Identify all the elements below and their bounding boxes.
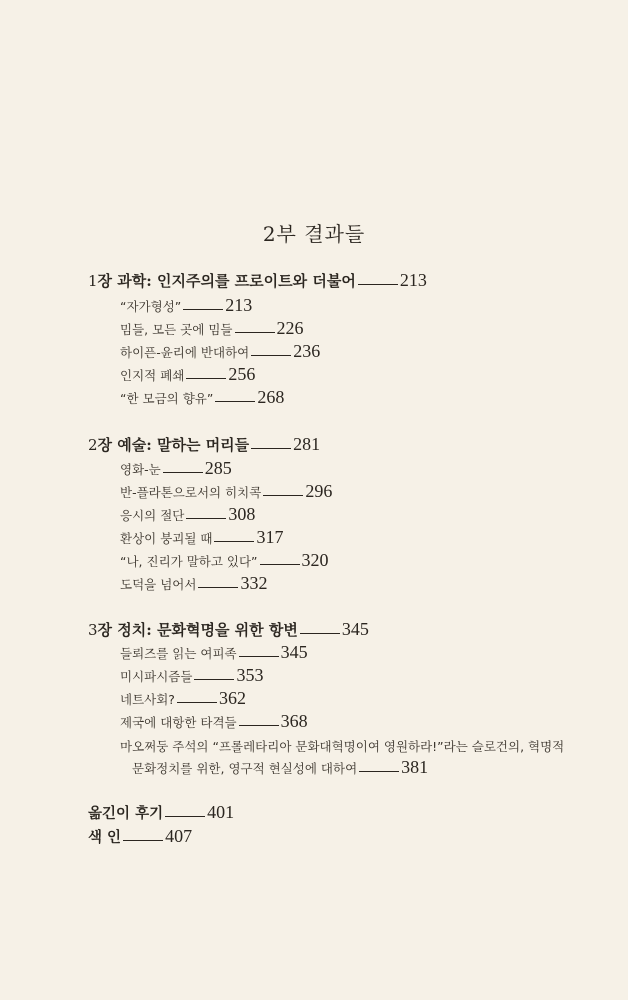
toc-entry[interactable] (120, 481, 332, 502)
page-number: 368 (280, 711, 308, 731)
section-title: 영화-눈 (120, 462, 161, 477)
toc-entry[interactable] (120, 458, 232, 479)
leader-rule (165, 816, 205, 817)
page-number: 285 (204, 458, 232, 478)
toc-entry[interactable] (120, 387, 284, 408)
toc-entry[interactable] (120, 318, 304, 339)
leader-rule (239, 725, 279, 726)
section-title: 제국에 대항한 타격들 (120, 715, 237, 730)
page-number: 345 (341, 619, 369, 639)
toc-entry[interactable] (120, 341, 320, 362)
toc-entry[interactable] (120, 573, 267, 594)
toc-entry[interactable] (120, 504, 255, 525)
leader-rule (235, 332, 275, 333)
toc-entry[interactable] (120, 527, 283, 548)
translator-afterword-entry[interactable] (88, 802, 234, 823)
toc-entry[interactable] (120, 295, 252, 316)
leader-rule (123, 840, 163, 841)
page-number: 281 (293, 434, 321, 454)
section-title: 네트사회? (120, 692, 175, 707)
toc-entry[interactable] (120, 364, 255, 385)
chapter-2-entry[interactable] (88, 434, 320, 455)
chapter-3-entry[interactable] (88, 619, 369, 640)
leader-rule (194, 679, 234, 680)
section-title-continuation: 문화정치를 위한, 영구적 현실성에 대하여 (132, 761, 358, 776)
part-title: 2부 결과들 (262, 222, 366, 246)
page-number: 268 (257, 387, 285, 407)
section-title: “한 모금의 향유” (120, 391, 214, 406)
chapter-number: 1 (88, 272, 98, 290)
leader-rule (260, 564, 300, 565)
section-title: “나, 진리가 말하고 있다” (120, 554, 258, 569)
section-title: 응시의 절단 (120, 508, 185, 523)
section-title: “자가형성” (120, 299, 182, 314)
chapter-title: 장 과학: 인지주의를 프로이트와 더불어 (97, 272, 356, 290)
page-number: 332 (240, 573, 268, 593)
page-number: 296 (305, 481, 333, 501)
leader-rule (239, 656, 279, 657)
section-title: 하이픈-윤리에 반대하여 (120, 345, 250, 360)
chapter-number: 3 (88, 621, 98, 639)
page-number: 236 (293, 341, 321, 361)
toc-entry[interactable] (120, 550, 329, 571)
toc-entry[interactable] (120, 711, 308, 732)
leader-rule (214, 541, 254, 542)
leader-rule (198, 587, 238, 588)
page-number: 345 (280, 642, 308, 662)
leader-rule (163, 472, 203, 473)
index-entry[interactable] (88, 826, 192, 847)
chapter-number: 2 (88, 436, 98, 454)
toc-entry-long[interactable] (120, 737, 564, 755)
page-number: 381 (401, 757, 429, 777)
toc-entry-continuation[interactable] (132, 757, 428, 778)
leader-rule (183, 309, 223, 310)
page-number: 401 (207, 802, 235, 822)
page-number: 317 (256, 527, 284, 547)
section-title: 밈들, 모든 곳에 밈들 (120, 322, 233, 337)
chapter-title: 장 정치: 문화혁명을 위한 항변 (97, 621, 298, 639)
page-number: 407 (165, 826, 193, 846)
leader-rule (263, 495, 303, 496)
leader-rule (300, 633, 340, 634)
section-title: 반-플라톤으로서의 히치콕 (120, 485, 262, 500)
page-number: 308 (228, 504, 256, 524)
section-title: 환상이 붕괴될 때 (120, 531, 213, 546)
chapter-1-entry[interactable] (88, 270, 427, 291)
section-title: 들뢰즈를 읽는 여피족 (120, 646, 237, 661)
end-matter-title: 색 인 (88, 829, 122, 846)
leader-rule (251, 448, 291, 449)
page-number: 320 (301, 550, 329, 570)
toc-entry[interactable] (120, 642, 308, 663)
leader-rule (359, 771, 399, 772)
leader-rule (215, 401, 255, 402)
page-number: 362 (218, 688, 246, 708)
page-number: 226 (276, 318, 304, 338)
leader-rule (186, 518, 226, 519)
leader-rule (177, 702, 217, 703)
section-title: 마오쩌둥 주석의 “프롤레타리아 문화대혁명이여 영원하라!”라는 슬로건의, 혁명적 (120, 739, 565, 754)
section-title: 미시파시즘들 (120, 669, 193, 684)
page-number: 213 (225, 295, 253, 315)
chapter-title: 장 예술: 말하는 머리들 (97, 436, 250, 454)
leader-rule (358, 284, 398, 285)
section-title: 인지적 폐쇄 (120, 368, 185, 383)
end-matter-title: 옮긴이 후기 (88, 805, 164, 822)
toc-entry[interactable] (120, 688, 246, 709)
page-number: 256 (228, 364, 256, 384)
toc-entry[interactable] (120, 665, 263, 686)
page-number: 213 (399, 270, 427, 290)
leader-rule (251, 355, 291, 356)
page-number: 353 (236, 665, 264, 685)
section-title: 도덕을 넘어서 (120, 577, 197, 592)
leader-rule (186, 378, 226, 379)
